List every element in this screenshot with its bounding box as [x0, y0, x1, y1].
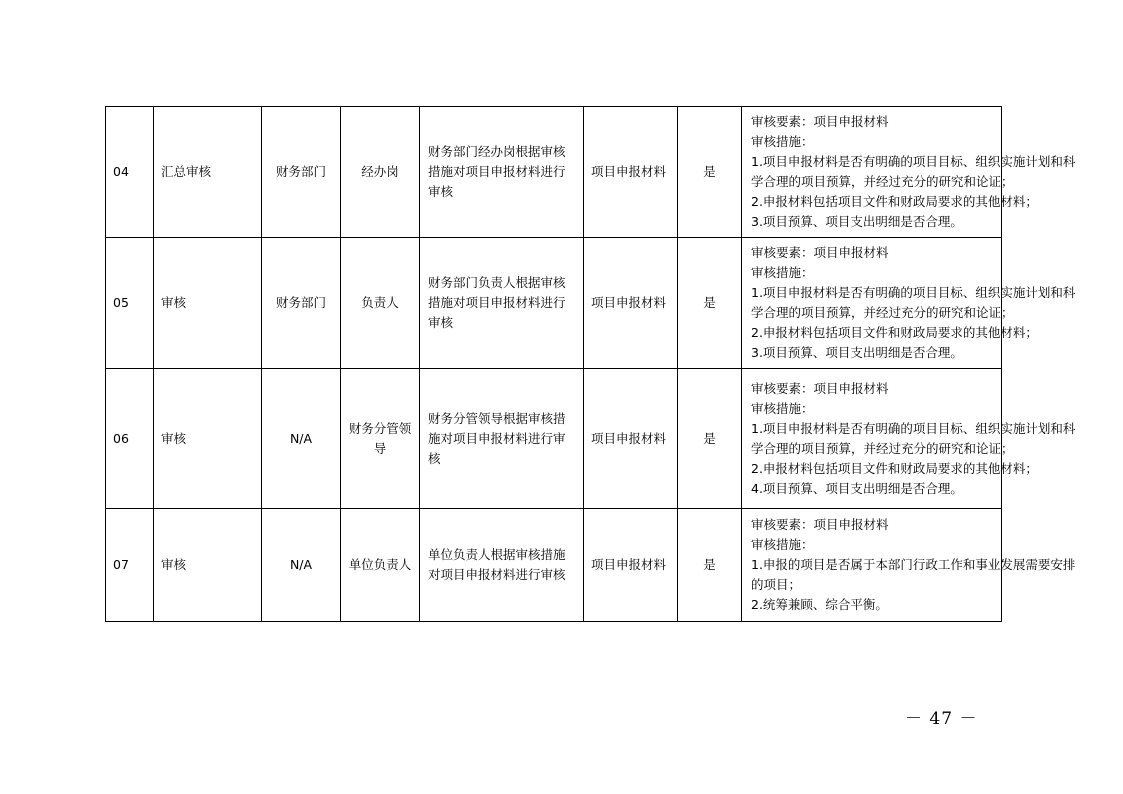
detail-line: 审核措施： — [751, 537, 814, 552]
review-detail — [742, 509, 1076, 622]
detail-line: 学合理的项目预算，并经过充分的研究和论证； — [751, 174, 1014, 189]
key-control-flag: 是 — [678, 509, 742, 622]
role: 负责人 — [341, 238, 420, 369]
detail-line: 审核措施： — [751, 265, 814, 280]
review-detail — [742, 238, 1076, 369]
table-row — [106, 107, 1002, 238]
detail-line: 3.项目预算、项目支出明细是否合理。 — [751, 345, 963, 360]
process-table — [105, 106, 1076, 622]
department: N/A — [262, 509, 341, 622]
detail-line: 1.项目申报材料是否有明确的项目目标、组织实施计划和科 — [751, 420, 1076, 436]
related-document: 项目申报材料 — [584, 107, 678, 238]
key-control-flag: 是 — [678, 238, 742, 369]
review-detail — [742, 107, 1076, 238]
detail-line: 4.项目预算、项目支出明细是否合理。 — [751, 480, 963, 496]
detail-line: 学合理的项目预算，并经过充分的研究和论证； — [751, 305, 1014, 320]
department: 财务部门 — [262, 238, 341, 369]
step-name: 汇总审核 — [154, 107, 262, 238]
table-row — [106, 509, 1002, 622]
detail-line: 的项目； — [751, 577, 802, 592]
department: 财务部门 — [262, 107, 341, 238]
detail-line: 审核要素：项目申报材料 — [751, 517, 889, 532]
role: 单位负责人 — [341, 509, 420, 622]
related-document: 项目申报材料 — [584, 509, 678, 622]
detail-line: 2.统筹兼顾、综合平衡。 — [751, 597, 888, 612]
table-row — [106, 238, 1002, 369]
step-number: 06 — [106, 369, 154, 509]
detail-line: 3.项目预算、项目支出明细是否合理。 — [751, 214, 963, 229]
step-name: 审核 — [154, 509, 262, 622]
role: 财务分管领导 — [341, 369, 420, 509]
step-description: 财务部门负责人根据审核措施对项目申报材料进行审核 — [420, 238, 584, 369]
step-number: 07 — [106, 509, 154, 622]
detail-line: 审核要素：项目申报材料 — [751, 114, 889, 129]
step-number: 04 — [106, 107, 154, 238]
detail-line: 1.申报的项目是否属于本部门行政工作和事业发展需要安排 — [751, 557, 1076, 572]
key-control-flag: 是 — [678, 369, 742, 509]
detail-line: 审核要素：项目申报材料 — [751, 245, 889, 260]
step-description: 单位负责人根据审核措施对项目申报材料进行审核 — [420, 509, 584, 622]
step-description: 财务部门经办岗根据审核措施对项目申报材料进行审核 — [420, 107, 584, 238]
table-row — [106, 369, 1002, 509]
review-detail — [742, 369, 1076, 509]
detail-line: 审核措施： — [751, 400, 814, 416]
detail-line: 学合理的项目预算，并经过充分的研究和论证； — [751, 440, 1014, 456]
role: 经办岗 — [341, 107, 420, 238]
detail-line: 1.项目申报材料是否有明确的项目目标、组织实施计划和科 — [751, 154, 1076, 169]
key-control-flag: 是 — [678, 107, 742, 238]
detail-line: 2.申报材料包括项目文件和财政局要求的其他材料； — [751, 460, 1038, 476]
detail-line: 审核要素：项目申报材料 — [751, 380, 889, 396]
detail-line: 1.项目申报材料是否有明确的项目目标、组织实施计划和科 — [751, 285, 1076, 300]
step-description: 财务分管领导根据审核措施对项目申报材料进行审核 — [420, 369, 584, 509]
step-number: 05 — [106, 238, 154, 369]
related-document: 项目申报材料 — [584, 238, 678, 369]
detail-line: 2.申报材料包括项目文件和财政局要求的其他材料； — [751, 325, 1038, 340]
page-number: － 47 － — [905, 709, 978, 729]
step-name: 审核 — [154, 238, 262, 369]
detail-line: 2.申报材料包括项目文件和财政局要求的其他材料； — [751, 194, 1038, 209]
department: N/A — [262, 369, 341, 509]
detail-line: 审核措施： — [751, 134, 814, 149]
related-document: 项目申报材料 — [584, 369, 678, 509]
step-name: 审核 — [154, 369, 262, 509]
